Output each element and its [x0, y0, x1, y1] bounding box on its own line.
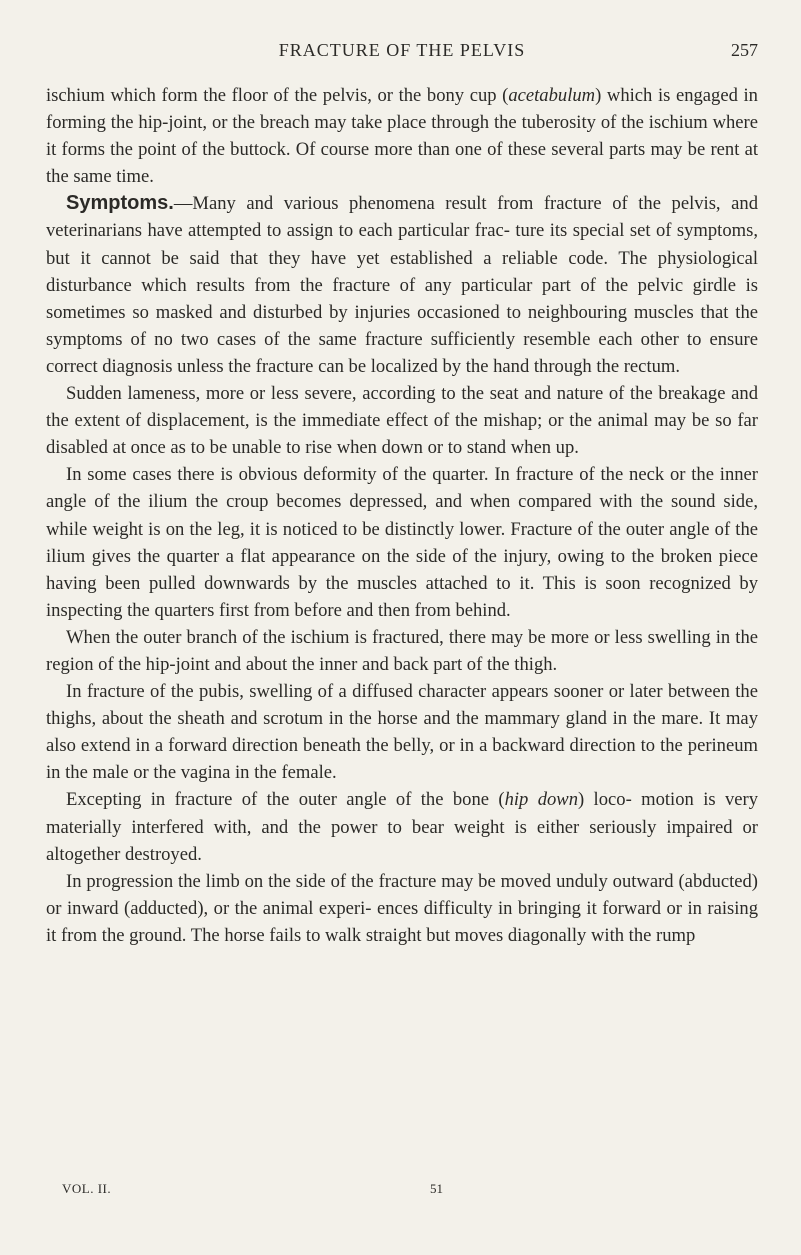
page-number: 257: [731, 40, 758, 60]
signature-mark: 51: [430, 1181, 443, 1196]
paragraph: [46, 82, 758, 190]
paragraph: [46, 868, 758, 949]
page-footer: [62, 1181, 742, 1201]
paragraph: [46, 190, 758, 380]
paragraph-text: In progression the limb on the side of the fracture may be moved unduly outward (abducted) or inward (adducted), or the animal experi- ences difficulty in bringing it forward or in raising it from the ground. The horse fails to walk straight but moves diagonally with the rump: [46, 870, 758, 946]
body-text: [46, 82, 758, 949]
paragraph: [46, 786, 758, 867]
italic-term: hip down: [504, 789, 578, 811]
section-heading: Symptoms.: [66, 192, 174, 215]
paragraph: [46, 380, 758, 461]
paragraph-text: ) loco- motion is very materially interfered with, and the power to bear weight is either seriously impaired or altogether destroyed.: [46, 789, 759, 865]
paragraph-text: ischium which form the floor of the pelvis, or the bony cup (: [46, 85, 509, 106]
paragraph-text: Sudden lameness, more or less severe, according to the seat and nature of the breakage and the extent of displacement, is the immediate effect of the mishap; or the animal may be so far disabled at once as to be unable to rise when down or to stand when up.: [46, 383, 758, 459]
italic-term: acetabulum: [508, 85, 596, 106]
paragraph-text: Excepting in fracture of the outer angle of the bone (: [66, 789, 505, 811]
paragraph: [46, 624, 758, 678]
running-title: FRACTURE OF THE PELVIS: [278, 40, 526, 60]
paragraph-text: —Many and various phenomena result from fracture of the pelvis, and veterinarians have attempted to assign to each particular frac- ture its special set of symptoms, but it cannot be said that they have yet established a reliable code. The physiological disturbance which results from the fracture of any particular part of the pelvic girdle is sometimes so masked and disturbed by injuries occasioned to neighbouring muscles that the symptoms of no two cases of the same fracture sufficiently resemble each other to ensure correct diagnosis unless the fracture can be localized by the hand through the rectum.: [46, 193, 758, 377]
running-header: [46, 40, 758, 70]
paragraph-text: ) which is engaged in forming the hip-joint, or the breach may take place through the tuberosity of the ischium where it forms the point of the buttock. Of course more than one of these several parts may be rent at the same time.: [46, 85, 758, 188]
volume-label: VOL. II.: [62, 1181, 112, 1196]
paragraph-text: In some cases there is obvious deformity of the quarter. In fracture of the neck or the inner angle of the ilium the croup becomes depressed, and when compared with the sound side, while weight is on the leg, it is noticed to be distinctly lower. Fracture of the outer angle of the ilium gives the quarter a flat appearance on the side of the injury, owing to the broken piece having been pulled downwards by the muscles attached to it. This is soon recognized by inspecting the quarters first from before and then from behind.: [46, 464, 758, 621]
paragraph: [46, 461, 758, 624]
paragraph-text: When the outer branch of the ischium is fractured, there may be more or less swelling in the region of the hip-joint and about the inner and back part of the thigh.: [46, 626, 758, 675]
paragraph: [46, 678, 758, 786]
paragraph-text: In fracture of the pubis, swelling of a diffused character appears sooner or later between the thighs, about the sheath and scrotum in the horse and the mammary gland in the mare. It may also extend in a forward direction beneath the belly, or in a backward direction to the perineum in the male or the vagina in the female.: [46, 681, 758, 784]
